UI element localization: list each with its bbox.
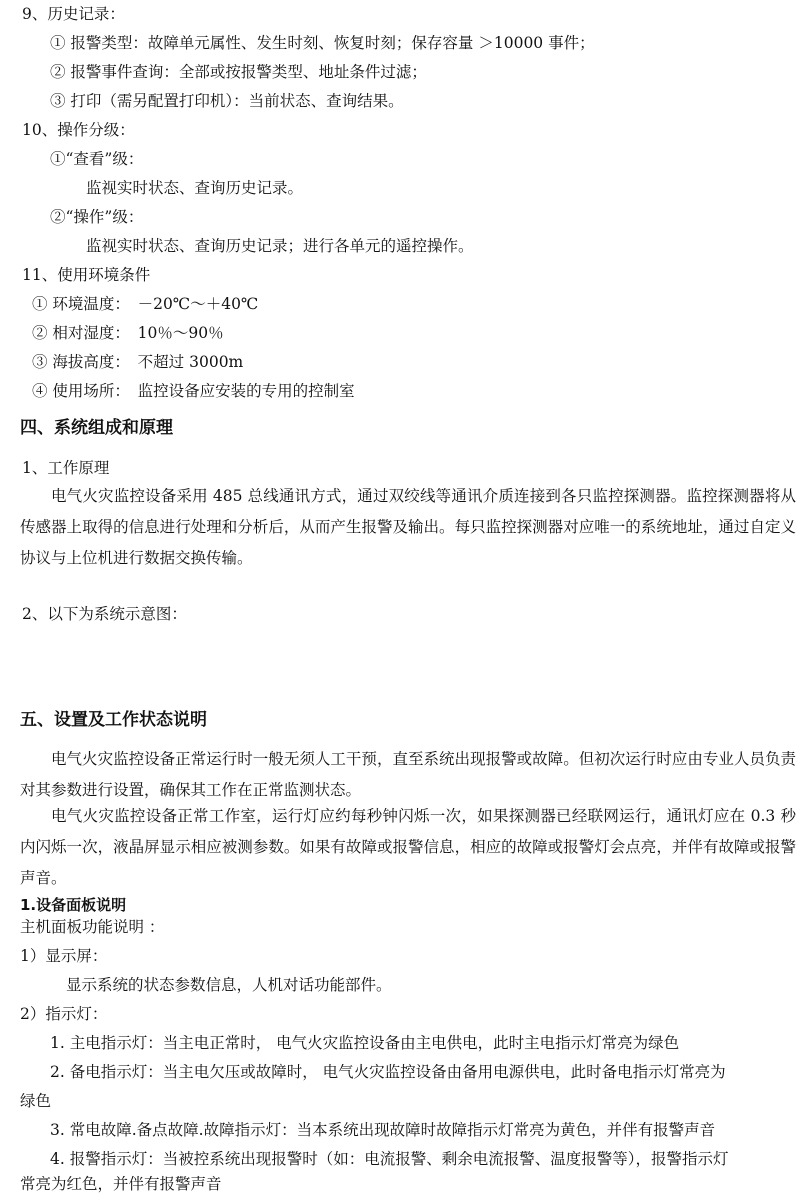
- panel-title: 1.设备面板说明: [20, 896, 127, 914]
- level-operate-desc: 监视实时状态、查询历史记录；进行各单元的遥控操作。: [86, 237, 474, 255]
- indicator-item-cont: 绿色: [20, 1092, 52, 1110]
- indicator-item: 4. 报警指示灯：当被控系统出现报警时（如：电流报警、剩余电流报警、温度报警等），报警指示灯: [50, 1150, 729, 1168]
- display-label: 1）显示屏：: [20, 947, 108, 965]
- paragraph: 电气火灾监控设备正常运行时一般无须人工干预，直至系统出现报警或故障。但初次运行时应由专业人员负责对其参数进行设置，确保其工作在正常监测状态。: [20, 750, 796, 799]
- subheading: 2、以下为系统示意图：: [22, 605, 187, 623]
- indicator-item: 3. 常电故障.备点故障.故障指示灯：当本系统出现故障时故障指示灯常亮为黄色，并伴有报警声音: [50, 1121, 716, 1139]
- subheading: 1、工作原理: [22, 459, 110, 477]
- environment-item: ② 相对湿度： 10％～90％: [32, 324, 224, 342]
- indicator-item: 1. 主电指示灯：当主电正常时， 电气火灾监控设备由主电供电，此时主电指示灯常亮为绿色: [50, 1034, 680, 1052]
- level-operate-label: ②“操作”级：: [50, 208, 144, 226]
- levels-heading: 10、操作分级：: [22, 121, 135, 139]
- section-title: 四、系统组成和原理: [20, 418, 173, 438]
- environment-item: ① 环境温度： －20℃～＋40℃: [32, 295, 259, 313]
- environment-item: ③ 海拔高度： 不超过 3000m: [32, 353, 244, 371]
- indicator-label: 2）指示灯：: [20, 1005, 108, 1023]
- history-item: ① 报警类型：故障单元属性、发生时刻、恢复时刻；保存容量 ＞10000 事件；: [50, 34, 595, 52]
- paragraph: 电气火灾监控设备采用 485 总线通讯方式，通过双绞线等通讯介质连接到各只监控探测器。监控探测器将从传感器上取得的信息进行处理和分析后，从而产生报警及输出。每只监控探测器对应唯一的系统地址，通过自定义协议与上位机进行数据交换传输。: [20, 487, 796, 567]
- level-view-desc: 监视实时状态、查询历史记录。: [86, 179, 304, 197]
- paragraph: 电气火灾监控设备正常工作室，运行灯应约每秒钟闪烁一次，如果探测器已经联网运行，通讯灯应在 0.3 秒内闪烁一次，液晶屏显示相应被测参数。如果有故障或报警信息，相应的故障或报警灯会点亮，并伴有故障或报警声音。: [20, 807, 796, 887]
- panel-subtitle: 主机面板功能说明 ：: [20, 918, 165, 936]
- display-desc: 显示系统的状态参数信息，人机对话功能部件。: [66, 976, 392, 994]
- history-item: ② 报警事件查询：全部或按报警类型、地址条件过滤；: [50, 63, 427, 81]
- environment-item: ④ 使用场所： 监控设备应安装的专用的控制室: [32, 382, 355, 400]
- indicator-item: 2. 备电指示灯：当主电欠压或故障时， 电气火灾监控设备由备用电源供电，此时备电指示灯常亮为: [50, 1063, 726, 1081]
- environment-heading: 11、使用环境条件: [22, 266, 151, 284]
- section-title: 五、设置及工作状态说明: [20, 710, 207, 730]
- indicator-item-cont: 常亮为红色，并伴有报警声音: [20, 1175, 222, 1193]
- history-heading: 9、历史记录：: [22, 5, 125, 23]
- history-item: ③ 打印（需另配置打印机）：当前状态、查询结果。: [50, 92, 404, 110]
- level-view-label: ①“查看”级：: [50, 150, 144, 168]
